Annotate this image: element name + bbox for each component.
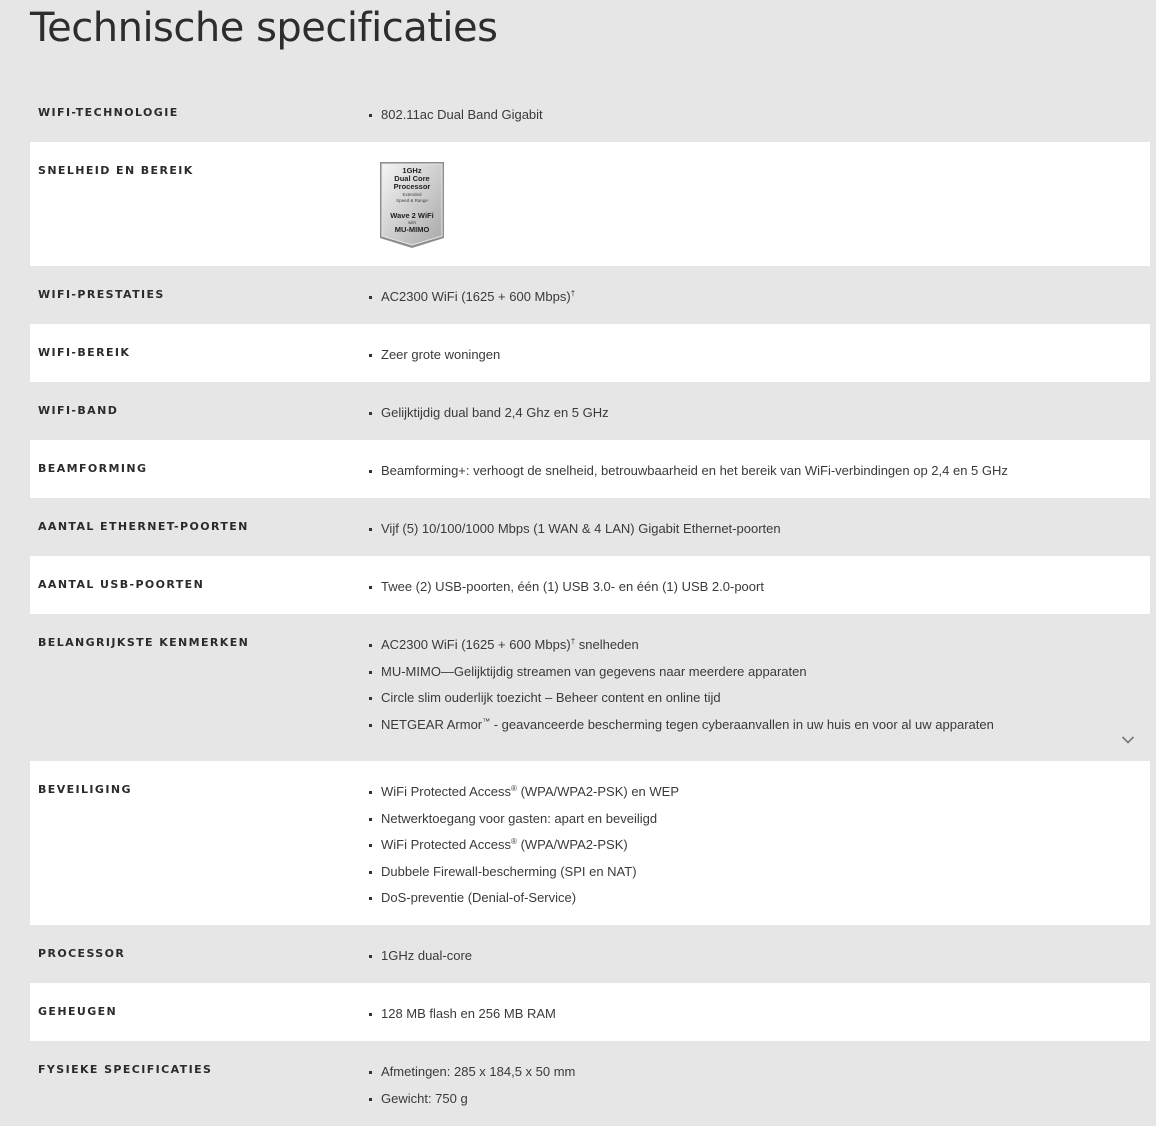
spec-row-wifi-technologie	[30, 84, 1150, 142]
spec-label: WIFI-BAND	[38, 404, 119, 417]
spec-row-processor	[30, 925, 1150, 983]
spec-values	[360, 556, 1150, 614]
spec-value: Gelijktijdig dual band 2,4 Ghz en 5 GHz	[360, 400, 1150, 427]
badge-text: Extended	[402, 192, 422, 197]
spec-values	[360, 614, 1150, 761]
spec-label: WIFI-BEREIK	[38, 346, 131, 359]
page-title: Technische specificaties	[30, 5, 498, 51]
spec-label: WIFI-TECHNOLOGIE	[38, 106, 179, 119]
spec-label: SNELHEID EN BEREIK	[38, 164, 194, 177]
spec-values	[360, 266, 1150, 324]
spec-label: FYSIEKE SPECIFICATIES	[38, 1063, 213, 1076]
dual-core-processor-badge-icon	[378, 160, 446, 250]
badge-text: Dual Core	[394, 174, 430, 183]
spec-values	[360, 142, 1150, 266]
spec-values	[360, 324, 1150, 382]
spec-values	[360, 925, 1150, 983]
spec-value: Gewicht: 750 g	[360, 1086, 1150, 1113]
spec-value: Twee (2) USB-poorten, één (1) USB 3.0- en één (1) USB 2.0-poort	[360, 574, 1150, 601]
spec-row-snelheid-en-bereik	[30, 142, 1150, 266]
spec-value: DoS-preventie (Denial-of-Service)	[360, 885, 1150, 912]
spec-value: AC2300 WiFi (1625 + 600 Mbps)†	[360, 284, 1150, 311]
spec-value: Beamforming+: verhoogt de snelheid, betrouwbaarheid en het bereik van WiFi-verbindingen op 2,4 en 5 GHz	[360, 458, 1150, 485]
spec-value: WiFi Protected Access® (WPA/WPA2-PSK)	[360, 832, 1150, 859]
spec-value: Zeer grote woningen	[360, 342, 1150, 369]
spec-value: 1GHz dual-core	[360, 943, 1150, 970]
spec-values	[360, 983, 1150, 1041]
badge-text: with	[407, 220, 417, 225]
spec-label: PROCESSOR	[38, 947, 126, 960]
spec-value: Vijf (5) 10/100/1000 Mbps (1 WAN & 4 LAN) Gigabit Ethernet-poorten	[360, 516, 1150, 543]
badge-text: 1GHz	[402, 166, 422, 175]
spec-label: WIFI-PRESTATIES	[38, 288, 165, 301]
spec-row-wifi-prestaties	[30, 266, 1150, 324]
spec-value: NETGEAR Armor™ - geavanceerde bescherming tegen cyberaanvallen in uw huis en voor al uw apparaten	[360, 712, 1150, 739]
spec-label: AANTAL ETHERNET-POORTEN	[38, 520, 249, 533]
spec-row-beveiliging	[30, 761, 1150, 925]
spec-values	[360, 1041, 1150, 1121]
spec-row-wifi-band	[30, 382, 1150, 440]
spec-value: Circle slim ouderlijk toezicht – Beheer content en online tijd	[360, 685, 1150, 712]
spec-value: AC2300 WiFi (1625 + 600 Mbps)† snelheden	[360, 632, 1150, 659]
spec-value: MU-MIMO—Gelijktijdig streamen van gegevens naar meerdere apparaten	[360, 659, 1150, 686]
spec-values	[360, 84, 1150, 142]
spec-label: BELANGRIJKSTE KENMERKEN	[38, 636, 250, 649]
spec-row-wifi-bereik	[30, 324, 1150, 382]
spec-value: WiFi Protected Access® (WPA/WPA2-PSK) en WEP	[360, 779, 1150, 806]
badge-text: MU-MIMO	[394, 225, 430, 234]
spec-row-usb-poorten	[30, 556, 1150, 614]
chevron-down-icon[interactable]	[1121, 735, 1135, 745]
spec-values	[360, 761, 1150, 925]
badge-text: Processor	[393, 182, 431, 191]
badge-text: Speed & Range	[396, 198, 428, 203]
badge-text: Wave 2 WiFi	[390, 211, 434, 220]
spec-row-geheugen	[30, 983, 1150, 1041]
spec-row-ethernet-poorten	[30, 498, 1150, 556]
spec-value: Dubbele Firewall-bescherming (SPI en NAT)	[360, 859, 1150, 886]
spec-label: BEAMFORMING	[38, 462, 148, 475]
spec-value: 802.11ac Dual Band Gigabit	[360, 102, 1150, 129]
spec-label: BEVEILIGING	[38, 783, 132, 796]
spec-label: AANTAL USB-POORTEN	[38, 578, 205, 591]
spec-value: Netwerktoegang voor gasten: apart en beveiligd	[360, 806, 1150, 833]
spec-values	[360, 382, 1150, 440]
spec-row-fysieke-specificaties	[30, 1041, 1150, 1121]
spec-values	[360, 498, 1150, 556]
spec-row-beamforming	[30, 440, 1150, 498]
spec-table	[30, 84, 1150, 1121]
spec-row-belangrijkste-kenmerken	[30, 614, 1150, 761]
spec-label: GEHEUGEN	[38, 1005, 118, 1018]
spec-values	[360, 440, 1150, 498]
spec-value: 128 MB flash en 256 MB RAM	[360, 1001, 1150, 1028]
spec-value: Afmetingen: 285 x 184,5 x 50 mm	[360, 1059, 1150, 1086]
